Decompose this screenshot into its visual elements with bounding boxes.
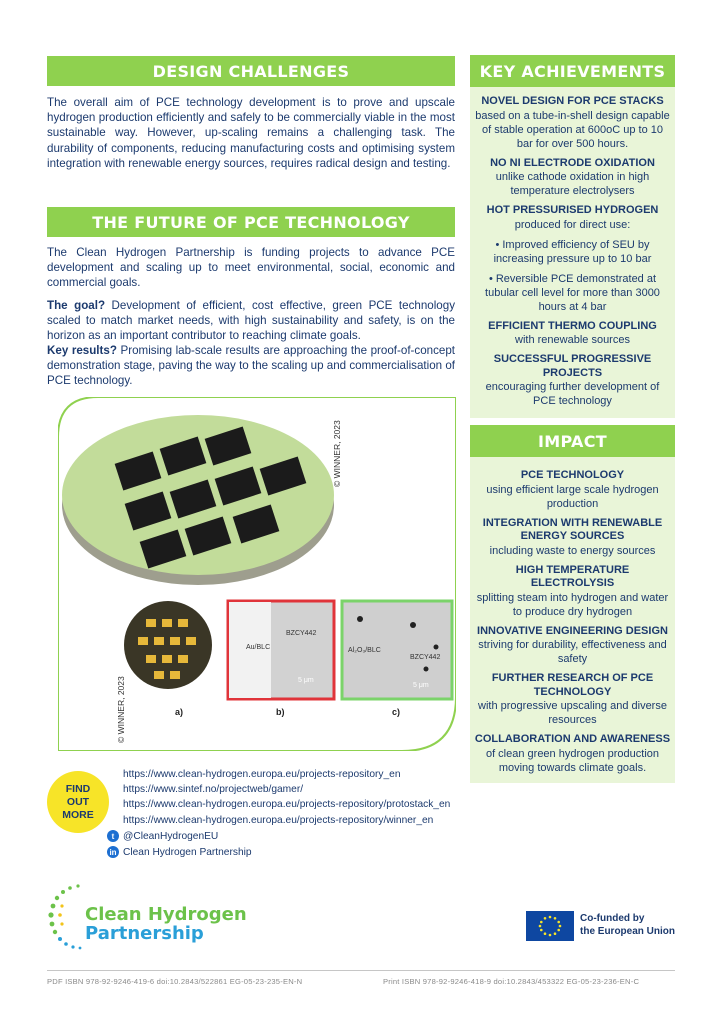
- find-line2: OUT: [66, 795, 90, 808]
- eu-funding-text: [580, 912, 675, 938]
- panel-c-scale: 5 μm: [413, 682, 429, 689]
- figure-credit-bottom: © WINNER, 2023: [116, 676, 126, 743]
- key-results-paragraph: [47, 343, 455, 389]
- eu-line1: Co-funded by: [580, 913, 645, 924]
- impact-list: [470, 457, 675, 775]
- panel-b-text1: Au/BLC: [246, 644, 271, 651]
- twitter-handle: @CleanHydrogenEU: [123, 830, 219, 842]
- goal-label: The goal?: [47, 299, 106, 312]
- panel-c-text1: Al₂O₃/BLC: [348, 647, 381, 654]
- pce-cell-figure: [58, 397, 456, 751]
- footer-print-isbn: Print ISBN 978-92-9246-418-9 doi:10.2843/453322 EG-05-23-236-EN-C: [383, 977, 640, 986]
- link-sintef-gamer[interactable]: https://www.sintef.no/projectweb/gamer/: [123, 784, 304, 796]
- clean-hydrogen-logo-icon: [48, 880, 88, 952]
- panel-b-scale: 5 μm: [298, 677, 314, 684]
- key-achievements-list: [470, 87, 675, 408]
- key-results-text: Promising lab-scale results are approaching the proof-of-concept demonstration stage, paving the way to the scaling up and commercialisation of PCE technology.: [47, 344, 456, 388]
- footer-divider: [47, 970, 675, 971]
- find-line1: FIND: [65, 782, 91, 795]
- linkedin-name: Clean Hydrogen Partnership: [123, 846, 252, 858]
- achievement-bullet: • Improved efficiency of SEU by increasing pressure up to 10 bar: [493, 238, 652, 265]
- impact-panel: [470, 425, 675, 783]
- key-results-label: Key results?: [47, 344, 117, 357]
- achievement-title: SUCCESSFUL PROGRESSIVE PROJECTS: [493, 353, 652, 379]
- linkedin-link[interactable]: [107, 846, 252, 858]
- find-out-more-badge: [47, 771, 109, 833]
- achievement-bullet: • Reversible PCE demonstrated at tubular cell level for more than 3000 hours at 4 bar: [485, 272, 660, 313]
- link-winner[interactable]: https://www.clean-hydrogen.europa.eu/projects-repository/winner_en: [123, 814, 434, 826]
- footer-pdf-isbn: PDF ISBN 978-92-9246-419-6 doi:10.2843/522861 EG-05-23-235-EN-N: [47, 977, 303, 986]
- linkedin-icon: in: [107, 846, 119, 858]
- find-line3: MORE: [62, 808, 94, 821]
- design-challenges-text: The overall aim of PCE technology development is to prove and upscale hydrogen production efficiently and safely to be commercially viable in the most sustainable way. However, up-scaling remains a challenging task. The durability of components, reducing manufacturing costs and optimising system integration with renewable energy sources, requires radical design and testing.: [47, 96, 455, 170]
- panel-b-label: b): [276, 707, 285, 717]
- impact-title: COLLABORATION AND AWARENESS: [474, 733, 671, 745]
- achievement-text: based on a tube-in-shell design capable of stable operation at 600oC up to 10 bar for over 500 hours.: [475, 109, 670, 150]
- achievement-text: with renewable sources: [515, 334, 630, 346]
- achievement-title: EFFICIENT THERMO COUPLING: [488, 319, 657, 332]
- figure-credit-top: © WINNER, 2023: [332, 420, 342, 487]
- panel-c-text2: BZCY442: [410, 654, 441, 661]
- impact-title: INNOVATIVE ENGINEERING DESIGN: [477, 624, 668, 637]
- impact-title: HIGH TEMPERATURE ELECTROLYSIS: [515, 563, 630, 589]
- logo-line1: Clean Hydrogen: [85, 904, 247, 925]
- impact-text: including waste to energy sources: [489, 544, 656, 557]
- achievement-title: HOT PRESSURISED HYDROGEN: [486, 204, 659, 216]
- achievement-text: unlike cathode oxidation in high temperature electrolysers: [495, 171, 650, 197]
- goal-text: Development of efficient, cost effective, green PCE technology scaled to match market needs, with high sustainability and safety, is on the horizon as an important contributor to reaching climate goals.: [47, 299, 455, 343]
- impact-title: FURTHER RESEARCH OF PCE TECHNOLOGY: [491, 672, 654, 698]
- achievement-text: encouraging further development of PCE technology: [485, 381, 660, 407]
- achievement-title: NO NI ELECTRODE OXIDATION: [490, 156, 655, 169]
- logo-line2: Partnership: [85, 923, 204, 944]
- future-heading: THE FUTURE OF PCE TECHNOLOGY: [47, 207, 455, 237]
- impact-text: splitting steam into hydrogen and water to produce dry hydrogen: [476, 591, 669, 618]
- impact-title: PCE TECHNOLOGY: [520, 469, 625, 481]
- impact-text: with progressive upscaling and diverse resources: [478, 700, 667, 726]
- eu-line2: the European Union: [580, 926, 675, 937]
- key-achievements-heading: KEY ACHIEVEMENTS: [470, 55, 675, 87]
- key-achievements-panel: [470, 55, 675, 418]
- link-protostack[interactable]: https://www.clean-hydrogen.europa.eu/projects-repository/protostack_en: [123, 799, 451, 811]
- figure-illustration: [58, 397, 456, 751]
- impact-text: of clean green hydrogen production moving towards climate goals.: [485, 747, 660, 774]
- link-projects-repository[interactable]: https://www.clean-hydrogen.europa.eu/projects-repository_en: [123, 769, 401, 780]
- future-text: The Clean Hydrogen Partnership is funding projects to advance PCE development and scaling up to meet environmental, social, economic and commercial goals.: [47, 246, 455, 290]
- design-challenges-heading: DESIGN CHALLENGES: [47, 56, 455, 86]
- clean-hydrogen-logo-text: [85, 905, 247, 943]
- goal-paragraph: [47, 298, 455, 344]
- impact-text: using efficient large scale hydrogen production: [486, 483, 659, 510]
- achievement-text: produced for direct use:: [514, 218, 631, 231]
- links-list: [123, 767, 450, 828]
- twitter-link[interactable]: [107, 830, 218, 842]
- panel-a-cell: [124, 601, 212, 689]
- panel-b-text2: BZCY442: [286, 630, 317, 637]
- achievement-title: NOVEL DESIGN FOR PCE STACKS: [481, 95, 664, 107]
- impact-text: striving for durability, effectiveness and safety: [478, 639, 667, 665]
- panel-a-label: a): [175, 707, 184, 717]
- panel-c-label: c): [392, 707, 401, 717]
- eu-flag-icon: [526, 911, 574, 941]
- twitter-icon: t: [107, 830, 119, 842]
- impact-title: INTEGRATION WITH RENEWABLE ENERGY SOURCES: [482, 516, 663, 542]
- impact-heading: IMPACT: [470, 425, 675, 457]
